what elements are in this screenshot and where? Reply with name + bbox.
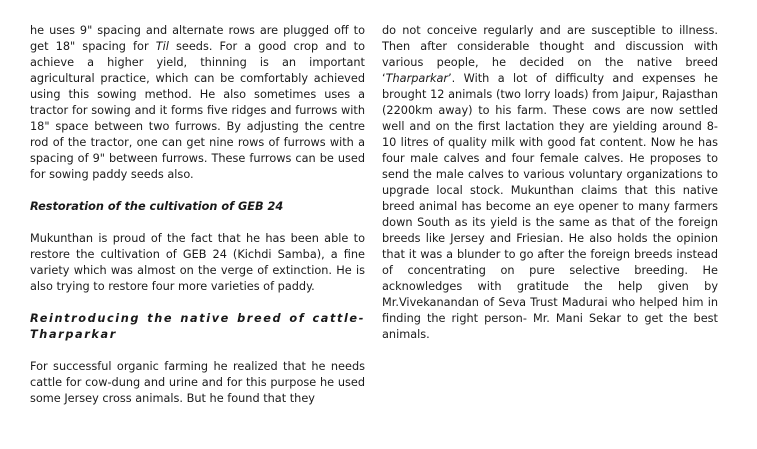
paragraph-sowing-method [30, 23, 365, 183]
paragraph-text: do not conceive regularly and are susceptible to illness. Then after considerable thought and discussion with various people, he decided on the native breed ‘ [382, 24, 718, 85]
heading-geb24-restoration: Restoration of the cultivation of GEB 24 [30, 200, 284, 213]
til-term: Til [155, 40, 169, 53]
paragraph-text: seeds. For a good crop and to achieve a higher yield, thinning is an important agricultural practice, which can be comfortably achieved using this sowing method. He also sometimes uses a tractor for sowing and it forms five ridges and furrows with 18" space between two furrows. By adjusting the centre rod of the tractor, one can get nine rows of furrows with a spacing of 9" between furrows. These furrows can be used for sowing paddy seeds also. [30, 40, 366, 181]
heading-tharparkar: Reintroducing the native breed of cattle- Tharparkar [30, 312, 365, 341]
paragraph-cattle-intro: For successful organic farming he realized that he needs cattle for cow-dung and urine and for this purpose he used some Jersey cross animals. But he found that they [30, 360, 365, 405]
paragraph-geb24: Mukunthan is proud of the fact that he has been able to restore the cultivation of GEB 24 (Kichdi Samba), a fine variety which was almost on the verge of extinction. He is also trying to restore four more varieties of paddy. [30, 232, 365, 293]
right-column [382, 23, 718, 343]
left-column [30, 23, 365, 407]
tharparkar-term: Tharparkar [385, 72, 449, 85]
paragraph-text: he uses 9" spacing and alternate rows are plugged off to get 18" spacing for [30, 24, 365, 53]
paragraph-tharparkar-breed [382, 23, 718, 343]
paragraph-text: ’. With a lot of difficulty and expenses he brought 12 animals (two lorry loads) from Jaipur, Rajasthan (2200km away) to his farm. These cows are now settled well and on the first lactation they are yielding around 8-10 litres of quality milk with good fat content. Now he has four male calves and four female calves. He proposes to send the male calves to various voluntary organizations to upgrade local stock. Mukunthan claims that this native breed animal has become an eye opener to many farmers down South as its yield is the same as that of the foreign breeds like Jersey and Friesian. He also holds the opinion that it was a blunder to go after the foreign breeds instead of concentrating on pure selective breeding. He acknowledges with gratitude the help given by Mr.Vivekanandan of Seva Trust Madurai who helped him in finding the right person- Mr. Mani Sekar to get the best animals. [382, 72, 718, 341]
